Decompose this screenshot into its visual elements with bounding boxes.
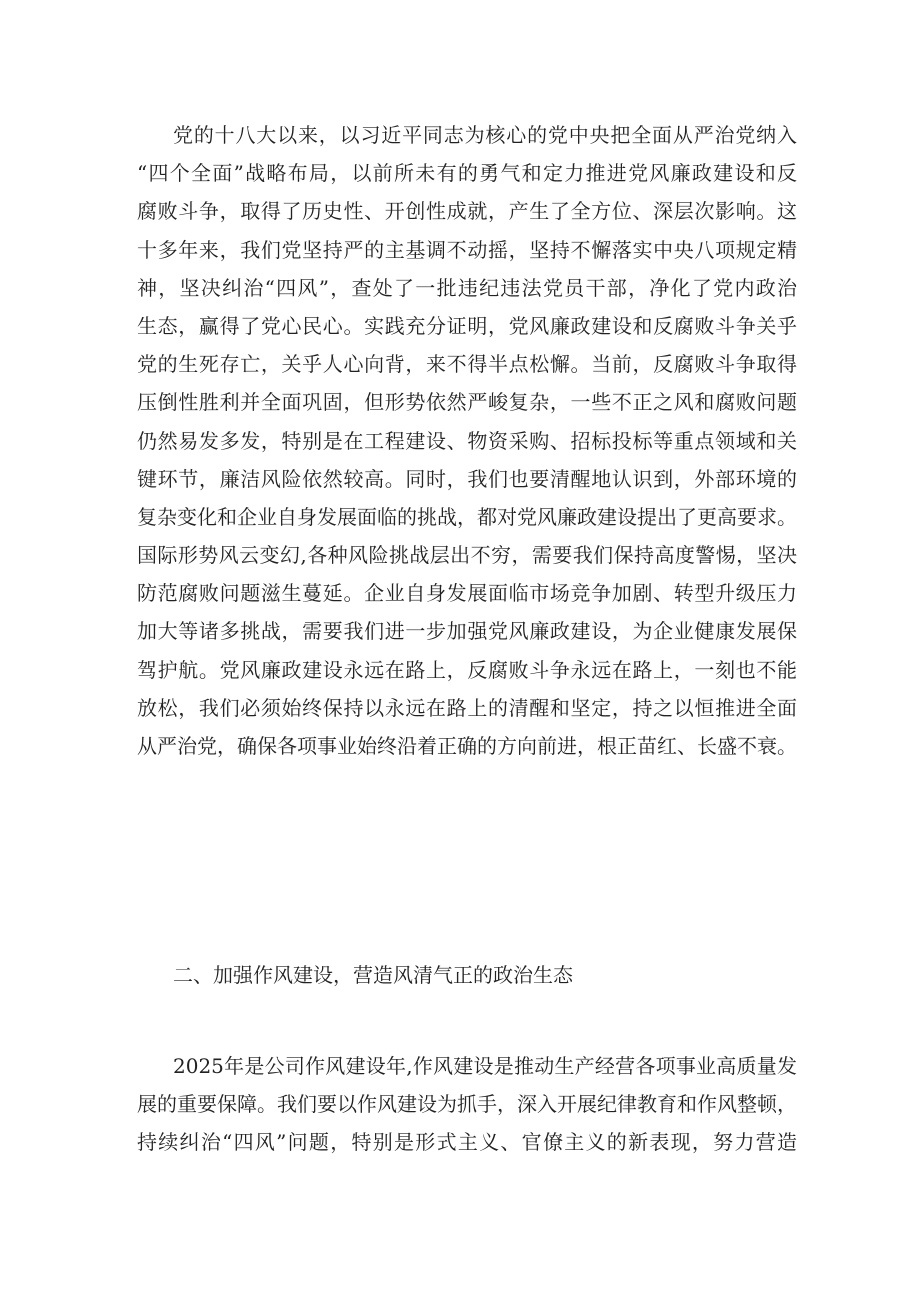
paragraph-line: 仍然易发多发，特别是在工程建设、物资采购、招标投标等重点领域和关: [137, 428, 797, 453]
paragraph-line: 十多年来，我们党坚持严的主基调不动摇，坚持不懈落实中央八项规定精: [137, 237, 797, 262]
paragraph-line: 放松，我们必须始终保持以永远在路上的清醒和坚定，持之以恒推进全面: [137, 695, 797, 720]
paragraph-line: 腐败斗争，取得了历史性、开创性成就，产生了全方位、深层次影响。这: [137, 199, 797, 224]
paragraph-3: [137, 1047, 797, 1162]
paragraph-line: 生态，赢得了党心民心。实践充分证明，党风廉政建设和反腐败斗争关乎: [137, 313, 797, 338]
paragraph-line: 展的重要保障。我们要以作风建设为抓手，深入开展纪律教育和作风整顿，: [137, 1092, 797, 1117]
section-heading-text: 二、加强作风建设，营造风清气正的政治生态: [173, 963, 573, 987]
paragraph-line: 加大等诸多挑战，需要我们进一步加强党风廉政建设，为企业健康发展保: [137, 619, 797, 644]
paragraph-line: 驾护航。党风廉政建设永远在路上，反腐败斗争永远在路上，一刻也不能: [137, 657, 797, 682]
paragraph-line: 压倒性胜利并全面巩固，但形势依然严峻复杂，一些不正之风和腐败问题: [137, 390, 797, 415]
paragraph-line: 2025年是公司作风建设年,作风建设是推动生产经营各项事业高质量发: [173, 1054, 797, 1078]
paragraph-line: “四个全面”战略布局，以前所未有的勇气和定力推进党风廉政建设和反: [137, 161, 797, 186]
paragraph-line: 从严治党，确保各项事业始终沿着正确的方向前进，根正苗红、长盛不衰。: [137, 734, 797, 758]
paragraph-1: [137, 116, 797, 765]
paragraph-line: 党的生死存亡，关乎人心向背，来不得半点松懈。当前，反腐败斗争取得: [137, 352, 797, 377]
paragraph-line: 复杂变化和企业自身发展面临的挑战，都对党风廉政建设提出了更高要求。: [137, 504, 797, 529]
section-heading: [137, 956, 797, 994]
paragraph-line: 国际形势风云变幻,各种风险挑战层出不穷，需要我们保持高度警惕，坚决: [137, 543, 797, 568]
paragraph-line: 防范腐败问题滋生蔓延。企业自身发展面临市场竞争加剧、转型升级压力: [137, 581, 797, 606]
paragraph-line: 神，坚决纠治“四风”，查处了一批违纪违法党员干部，净化了党内政治: [137, 275, 797, 300]
paragraph-line: 键环节，廉洁风险依然较高。同时，我们也要清醒地认识到，外部环境的: [137, 466, 797, 491]
paragraph-line: 党的十八大以来，以习近平同志为核心的党中央把全面从严治党纳入: [173, 123, 797, 147]
paragraph-line: 持续纠治“四风”问题，特别是形式主义、官僚主义的新表现，努力营造: [137, 1130, 797, 1155]
